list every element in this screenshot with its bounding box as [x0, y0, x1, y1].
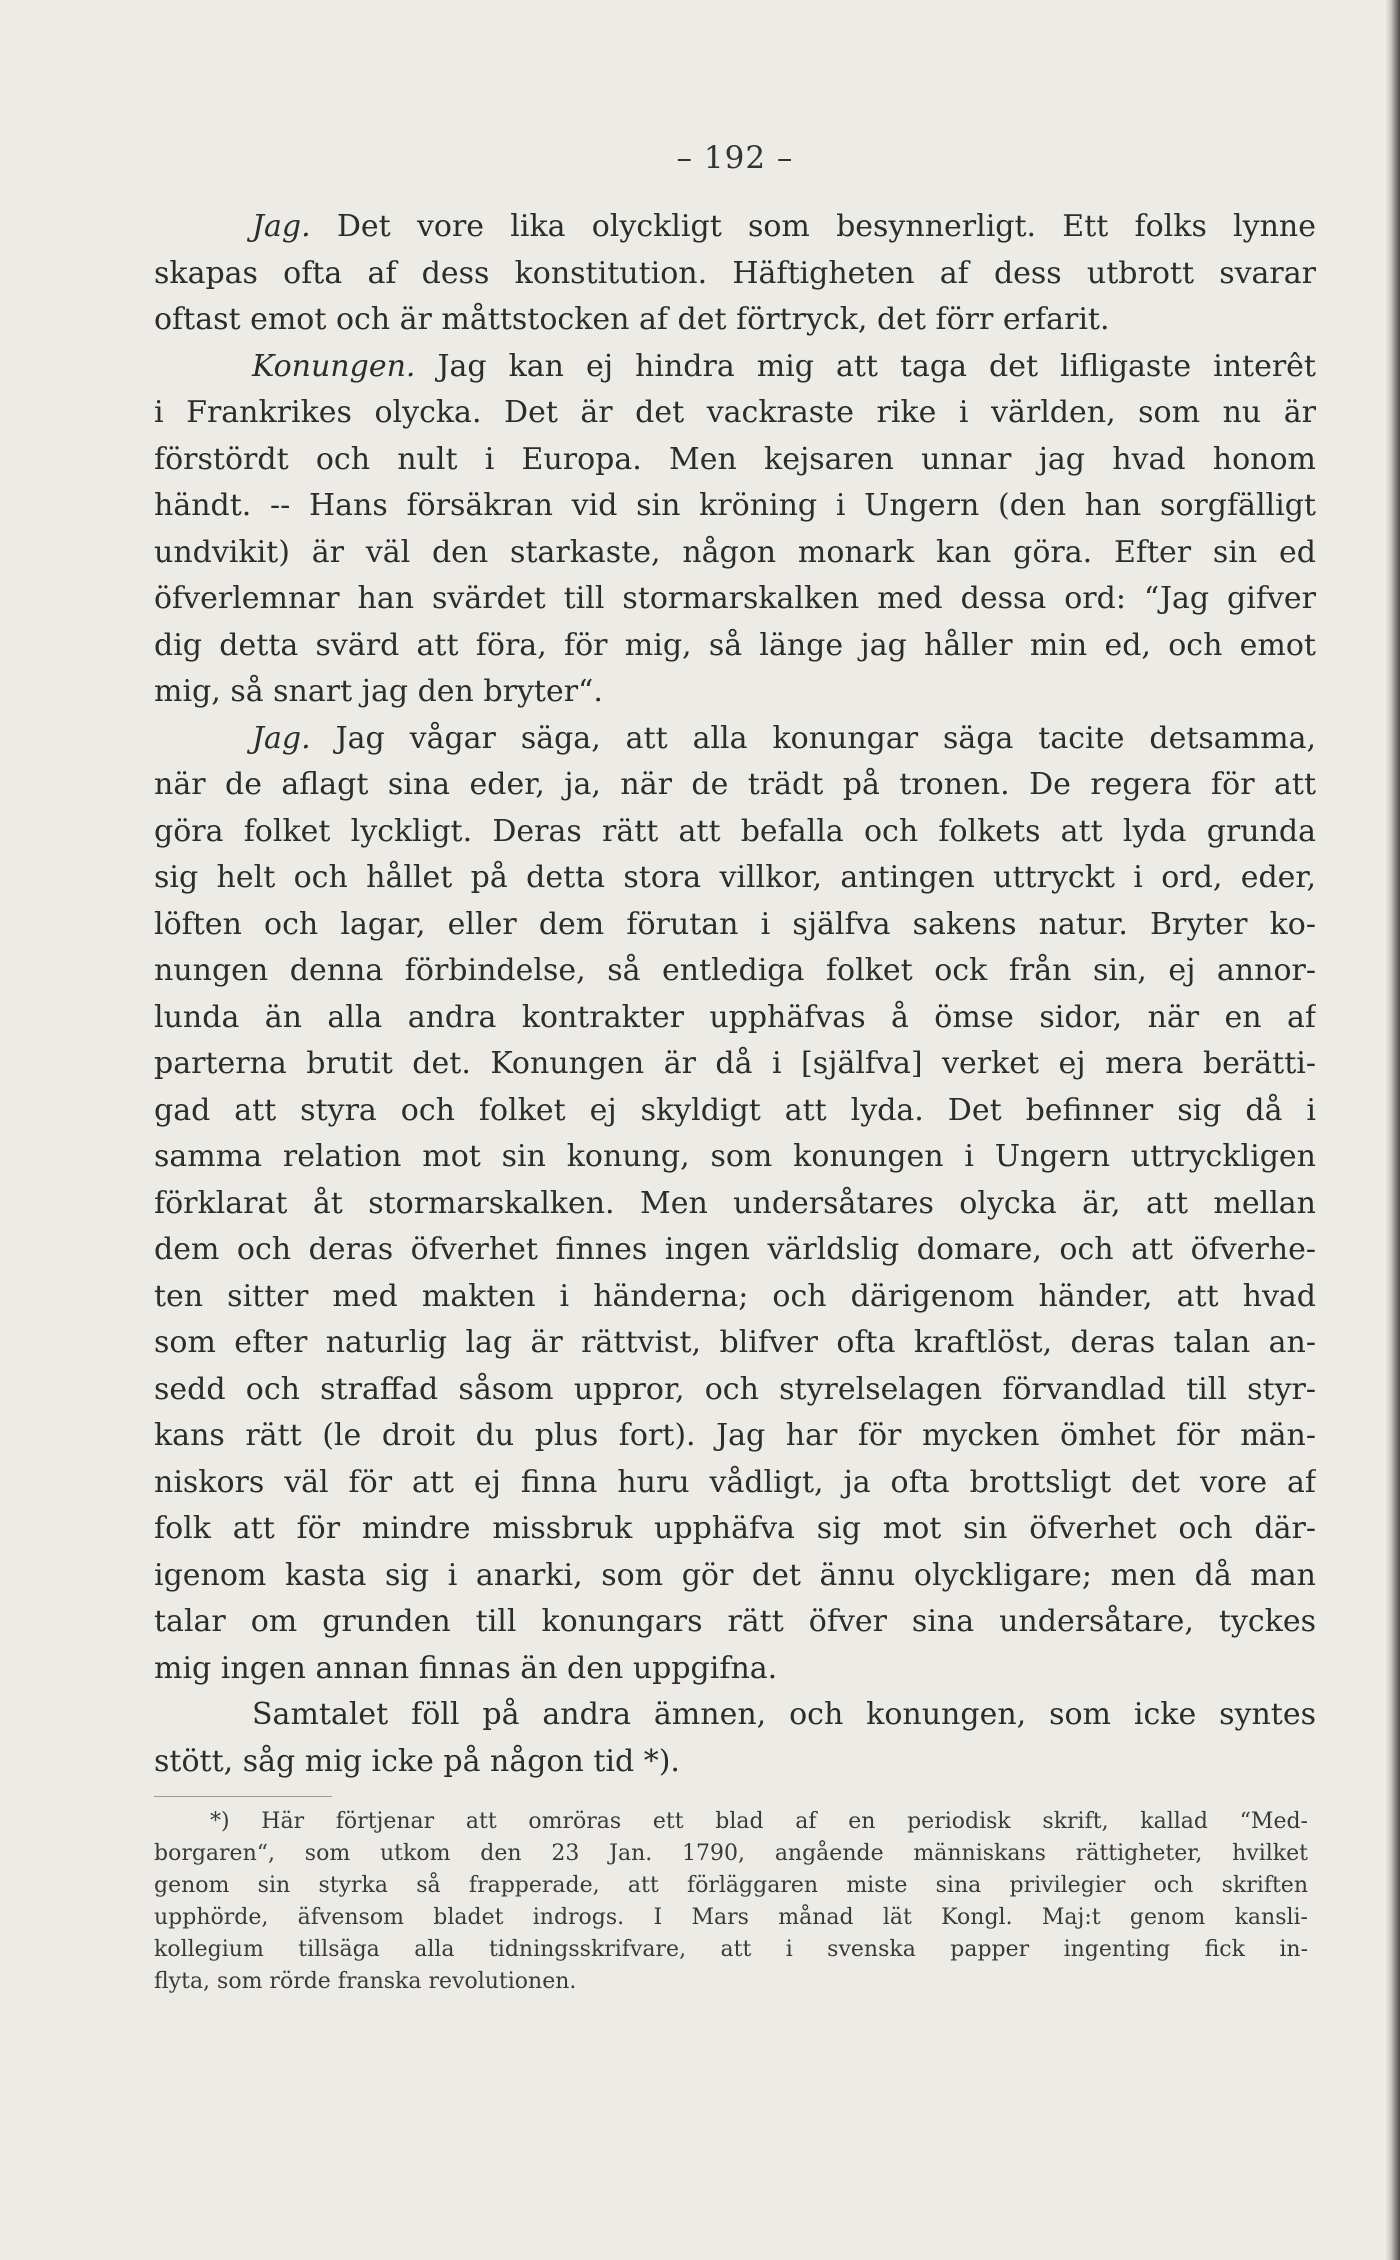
line-text: Jag vågar säga, att alla konungar säga tacite detsamma, [335, 720, 1316, 756]
text-line: dig detta svärd att föra, för mig, så länge jag håller min ed, och emot [154, 627, 1316, 663]
text-line: när de aflagt sina eder, ja, när de trädt på tronen. De regera för att [154, 767, 1316, 802]
text-line: samma relation mot sin konung, som konungen i Ungern uttryckligen [154, 1139, 1316, 1174]
text-line: göra folket lyckligt. Deras rätt att befalla och folkets att lyda grunda [154, 813, 1316, 849]
text-line: undvikit) är väl den starkaste, någon monark kan göra. Efter sin ed [154, 534, 1316, 570]
text-line: händt. -- Hans försäkran vid sin kröning i Ungern (den han sorgfälligt [154, 488, 1316, 523]
text-line [154, 716, 1316, 763]
line-text: Jag kan ej hindra mig att taga det lifligaste interêt [437, 348, 1316, 384]
text-line: mig ingen annan finnas än den uppgifna. [154, 1650, 778, 1686]
text-line: lunda än alla andra kontrakter upphäfvas å ömse sidor, när en af [154, 999, 1316, 1035]
footnote-divider [154, 1796, 332, 1797]
footnote-line: flyta, som rörde franska revolutionen. [154, 1969, 577, 1994]
text-line: förklarat åt stormarskalken. Men undersåtares olycka är, att mellan [154, 1185, 1316, 1221]
footnote [154, 1806, 1308, 1998]
text-line: sig helt och hållet på detta stora villkor, antingen uttryckt i ord, eder, [154, 860, 1316, 895]
text-line: förstördt och nult i Europa. Men kejsaren unnar jag hvad honom [154, 441, 1316, 477]
footnote-line: kollegium tillsäga alla tidningsskrifvare, att i svenska papper ingenting fick in- [154, 1937, 1308, 1962]
footnote-line: genom sin styrka så frapperade, att förläggaren miste sina privilegier och skriften [154, 1873, 1308, 1898]
text-line: nungen denna förbindelse, så entlediga folket ock från sin, ej annor- [154, 953, 1316, 988]
text-line: ten sitter med makten i händerna; och därigenom händer, att hvad [154, 1278, 1316, 1314]
text-line: oftast emot och är måttstocken af det förtryck, det förr erfarit. [154, 302, 1110, 337]
text-line: stött, såg mig icke på någon tid *). [154, 1743, 680, 1779]
line-text: Det vore lika olyckligt som besynnerligt. Ett folks lynne [336, 209, 1316, 244]
page-edge-shadow [1384, 0, 1400, 2260]
speaker-label: Jag. [252, 209, 311, 244]
text-line: kans rätt (le droit du plus fort). Jag har för mycken ömhet för män- [154, 1418, 1316, 1453]
footnote-line: upphörde, äfvensom bladet indrogs. I Mars månad lät Kongl. Maj:t genom kansli- [154, 1905, 1308, 1930]
text-line: folk att för mindre missbruk upphäfva sig mot sin öfverhet och där- [154, 1511, 1316, 1546]
text-line: i Frankrikes olycka. Det är det vackraste rike i världen, som nu är [154, 395, 1316, 430]
speaker-label: Jag. [252, 720, 311, 756]
text-line: löften och lagar, eller dem förutan i själfva sakens natur. Bryter ko- [154, 906, 1316, 942]
text-line [154, 344, 1316, 391]
text-line: niskors väl för att ej finna huru vådligt, ja ofta brottsligt det vore af [154, 1464, 1316, 1500]
speaker-label: Konungen. [252, 348, 416, 384]
text-line [154, 204, 1316, 251]
text-line: dem och deras öfverhet finnes ingen världslig domare, och att öfverhe- [154, 1232, 1316, 1267]
text-line: som efter naturlig lag är rättvist, blifver ofta kraftlöst, deras talan an- [154, 1325, 1316, 1360]
footnote-line: *) Här förtjenar att omröras ett blad af en periodisk skrift, kallad “Med- [210, 1809, 1308, 1834]
body-text [154, 204, 1316, 1785]
text-line: mig, så snart jag den bryter“. [154, 674, 603, 709]
text-line: talar om grunden till konungars rätt öfver sina undersåtare, tyckes [154, 1604, 1316, 1639]
page-number: – 192 – [676, 140, 794, 176]
text-line: sedd och straffad såsom uppror, och styrelselagen förvandlad till styr- [154, 1371, 1316, 1407]
text-line: skapas ofta af dess konstitution. Häftigheten af dess utbrott svarar [154, 255, 1316, 291]
text-line: gad att styra och folket ej skyldigt att lyda. Det befinner sig då i [154, 1092, 1316, 1128]
text-line: Samtalet föll på andra ämnen, och konungen, som icke syntes [252, 1697, 1316, 1732]
footnote-line: borgaren“, som utkom den 23 Jan. 1790, angående människans rättigheter, hvilket [154, 1841, 1308, 1866]
text-line: öfverlemnar han svärdet till stormarskalken med dessa ord: “Jag gifver [154, 581, 1316, 616]
text-line: igenom kasta sig i anarki, som gör det ännu olyckligare; men då man [154, 1557, 1316, 1593]
text-line: parterna brutit det. Konungen är då i [själfva] verket ej mera berätti- [154, 1046, 1316, 1081]
